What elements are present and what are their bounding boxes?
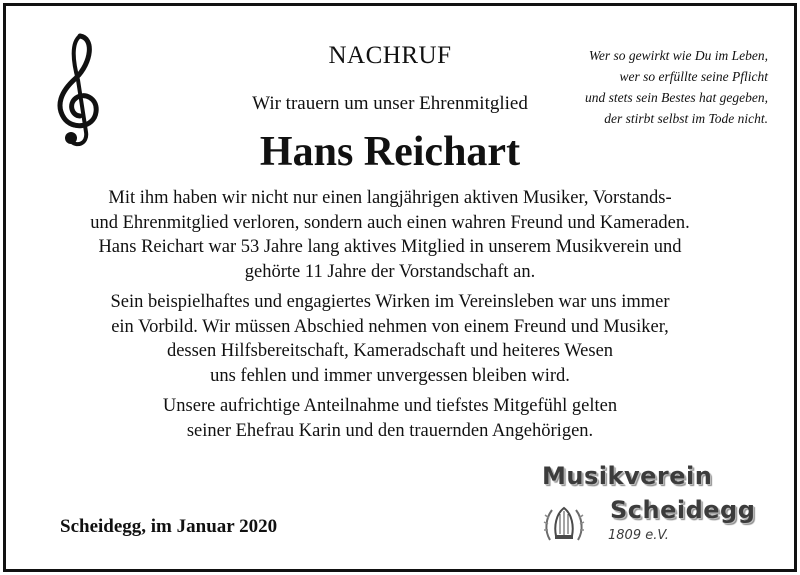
paragraph-line: Hans Reichart war 53 Jahre lang aktives Mitglied in unserem Musikverein und	[98, 237, 682, 257]
paragraph-line: und Ehrenmitglied verloren, sondern auch einen wahren Freund und Kameraden.	[90, 212, 690, 233]
quote-line: der stirbt selbst im Tode nicht.	[604, 111, 768, 126]
paragraph-line: dessen Hilfsbereitschaft, Kameradschaft und heiteres Wesen	[166, 341, 614, 361]
place-date: Scheidegg, im Januar 2020	[60, 516, 278, 537]
paragraph-line: uns fehlen und immer unvergessen bleiben wird.	[210, 365, 570, 386]
paragraph-line: Unsere aufrichtige Anteilnahme und tiefstes Mitgefühl gelten	[162, 396, 618, 416]
notice-intro: Wir trauern um unser Ehrenmitglied	[252, 93, 528, 114]
memorial-quote	[528, 45, 768, 129]
quote-line: wer so erfüllte seine Pflicht	[619, 69, 768, 84]
club-logo	[540, 462, 770, 552]
notice-heading: NACHRUF	[328, 42, 452, 69]
paragraph-line: ein Vorbild. Wir müssen Abschied nehmen von einem Freund und Musiker,	[111, 316, 669, 337]
logo-line-founded: 1809 e.V.	[608, 528, 669, 543]
treble-clef-icon	[50, 32, 108, 150]
paragraph-line: gehörte 11 Jahre der Vorstandschaft an.	[244, 261, 536, 282]
paragraph-line: seiner Ehefrau Karin und den trauernden Angehörigen.	[186, 420, 594, 441]
lyre-emblem-icon	[542, 500, 586, 544]
paragraph-tribute	[50, 186, 730, 284]
paragraph-line: Sein beispielhaftes und engagiertes Wirken im Vereinsleben war uns immer	[110, 292, 670, 312]
paragraph-remembrance	[50, 290, 730, 388]
quote-line: und stets sein Bestes hat gegeben,	[585, 90, 768, 105]
logo-line-club: Musikverein	[542, 462, 713, 490]
deceased-name: Hans Reichart	[259, 129, 521, 175]
paragraph-line: Mit ihm haben wir nicht nur einen langjährigen aktiven Musiker, Vorstands-	[108, 188, 672, 208]
paragraph-condolence	[50, 394, 730, 443]
logo-line-town: Scheidegg	[610, 496, 756, 524]
quote-line: Wer so gewirkt wie Du im Leben,	[588, 48, 768, 63]
